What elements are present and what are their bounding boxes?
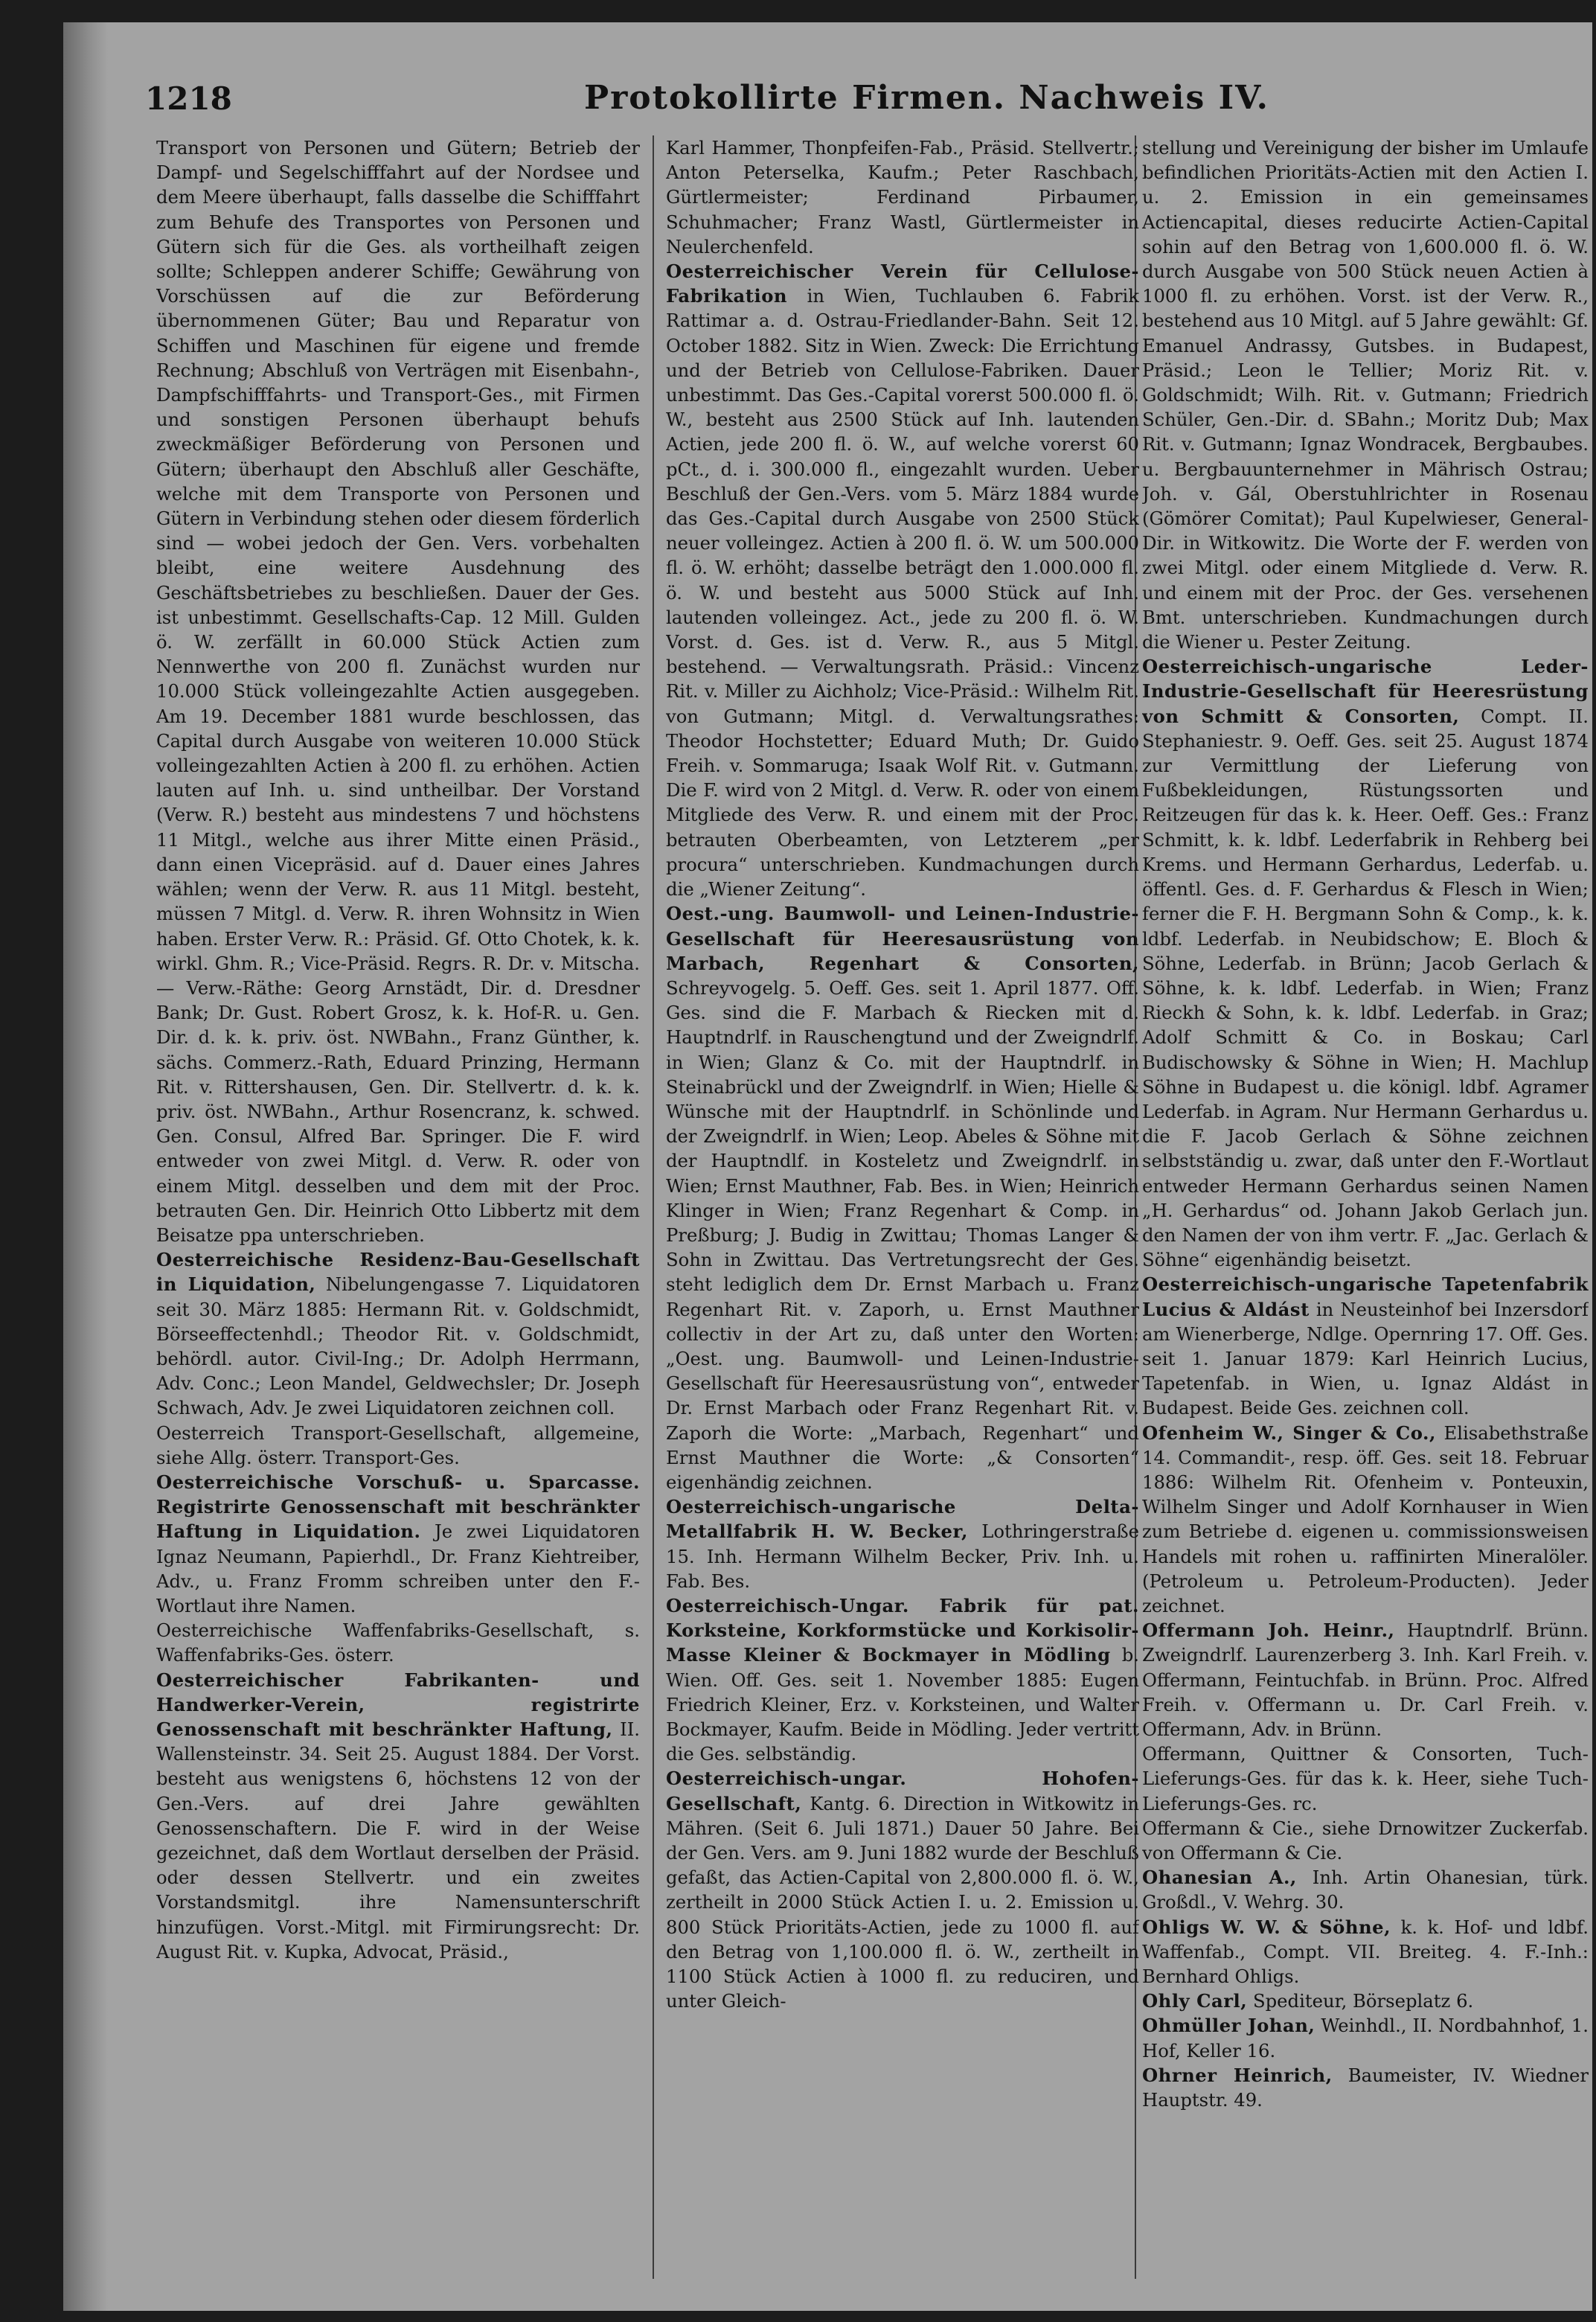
directory-entry bbox=[156, 1421, 640, 1470]
directory-entry bbox=[156, 1618, 640, 1667]
entry-heading: Ohligs W. W. & Söhne, bbox=[1142, 1916, 1391, 1938]
entry-heading: Ohanesian A., bbox=[1142, 1867, 1297, 1889]
directory-entry bbox=[666, 1593, 1139, 1766]
entry-text: Compt. II. Stephaniestr. 9. Oeff. Ges. seit 25. August 1874 zur Vermittlung der Lieferung von Fußbekleidungen, Rüstungssorten und Reitzeugen für das k. k. Heer. Oeff. Ges.: Franz Schmitt, k. k. ldbf. Lederfabrik in Rehberg bei Krems. und Hermann Gerhardus, Lederfab. u. öffentl. Ges. d. F. Gerhardus & Flesch in Wien; ferner die F. H. Bergmann Sohn & Comp., k. k. ldbf. Lederfab. in Neubidschow; E. Bloch & Söhne, Lederfab. in Brünn; Jacob Gerlach & Söhne, k. k. ldbf. Lederfab. in Wien; Franz Rieckh & Sohn, k. k. ldbf. Lederfab. in Graz; Adolf Schmitt & Co. in Boskau; Carl Budischowsky & Söhne in Wien; H. Machlup Söhne in Budapest u. die königl. ldbf. Agramer Lederfab. in Agram. Nur Hermann Gerhardus u. die F. Jacob Gerlach & Söhne zeichnen selbstständig u. zwar, daß unter den F.-Wortlaut entweder Hermann Gerhardus seinen Namen „H. Gerhardus“ od. Johann Jakob Gerlach jun. den Namen der von ihm vertr. F. „Jac. Gerlach & Söhne“ eigenhändig beisetzt. bbox=[1142, 705, 1589, 1271]
directory-entry bbox=[1142, 2063, 1589, 2112]
entry-text: stellung und Vereinigung der bisher im Umlaufe befindlichen Prioritäts-Actien mit den Actien I. u. 2. Emission in ein gemeinsames Actiencapital, dieses reducirte Actien-Capital sohin auf den Betrag von 1,600.000 fl. ö. W. durch Ausgabe von 500 Stück neuen Actien à 1000 fl. zu erhöhen. Vorst. ist der Verw. R., bestehend aus 10 Mitgl. auf 5 Jahre gewählt: Gf. Emanuel Andrassy, Gutsbes. in Budapest, Präsid.; Leon le Tellier; Moriz Rit. v. Goldschmidt; Wilh. Rit. v. Gutmann; Friedrich Schüler, Gen.-Dir. d. SBahn.; Moritz Dub; Max Rit. v. Gutmann; Ignaz Wondracek, Bergbaubes. u. Bergbauunternehmer in Mährisch Ostrau; Joh. v. Gál, Oberstuhlrichter in Rosenau (Gömörer Comitat); Paul Kupelwieser, General-Dir. in Witkowitz. Die Worte der F. werden von zwei Mitgl. oder einem Mitgliede d. Verw. R. und einem mit der Proc. der Ges. versehenen Bmt. unterschrieben. Kundmachungen durch die Wiener u. Pester Zeitung. bbox=[1142, 137, 1589, 653]
entry-text: Offermann & Cie., siehe Drnowitzer Zuckerfab. von Offermann & Cie. bbox=[1142, 1817, 1589, 1864]
directory-entry bbox=[1142, 1989, 1589, 2013]
directory-entry bbox=[156, 1470, 640, 1618]
entry-text: II. Wallensteinstr. 34. Seit 25. August 1884. Der Vorst. besteht aus wenigstens 6, höchstens 12 von der Gen.-Vers. auf drei Jahre gewählten Genossenschaftern. Die F. wird in der Weise gezeichnet, daß dem Wortlaut derselben der Präsid. oder dessen Stellvertr. und ein zweites Vorstandsmitgl. ihre Namensunterschrift hinzufügen. Vorst.-Mitgl. mit Firmirungsrecht: Dr. August Rit. v. Kupka, Advocat, Präsid., bbox=[156, 1718, 640, 1963]
entry-text: Oesterreichische Waffenfabriks-Gesellschaft, s. Waffenfabriks-Ges. österr. bbox=[156, 1619, 640, 1666]
directory-entry bbox=[666, 1494, 1139, 1593]
entry-text: Nibelungengasse 7. Liquidatoren seit 30. März 1885: Hermann Rit. v. Goldschmidt, Börseeffectenhdl.; Theodor Rit. v. Goldschmidt, behördl. autor. Civil-Ing.; Dr. Adolph Herrmann, Adv. Conc.; Leon Mandel, Geldwechsler; Dr. Joseph Schwach, Adv. Je zwei Liquidatoren zeichnen coll. bbox=[156, 1273, 640, 1419]
directory-entry bbox=[666, 1766, 1139, 2013]
entry-heading: Offermann Joh. Heinr., bbox=[1142, 1619, 1395, 1642]
column-divider bbox=[653, 135, 654, 2279]
directory-entry bbox=[666, 259, 1139, 901]
entry-text: Transport von Personen und Gütern; Betrieb der Dampf- und Segelschifffahrt auf der Nordsee und dem Meere überhaupt, falls dasselbe die Schifffahrt zum Behufe des Transportes von Personen und Gütern sich für die Ges. als vortheilhaft zeigen sollte; Schleppen anderer Schiffe; Gewährung von Vorschüssen auf die zur Beförderung übernommenen Güter; Bau und Reparatur von Schiffen und Maschinen für eigene und fremde Rechnung; Abschluß von Verträgen mit Eisenbahn-, Dampfschifffahrts- und Transport-Ges., mit Firmen und sonstigen Personen überhaupt behufs zweckmäßiger Beförderung von Personen und Gütern; überhaupt den Abschluß aller Geschäfte, welche mit dem Transporte von Personen und Gütern in Verbindung stehen oder diesem förderlich sind — wobei jedoch der Gen. Vers. vorbehalten bleibt, eine weitere Ausdehnung des Geschäftsbetriebes zu beschließen. Dauer der Ges. ist unbestimmt. Gesellschafts-Cap. 12 Mill. Gulden ö. W. zerfällt in 60.000 Stück Actien zum Nennwerthe von 200 fl. Zunächst wurden nur 10.000 Stück volleingezahlte Actien ausgegeben. Am 19. December 1881 wurde beschlossen, das Capital durch Ausgabe von weiteren 10.000 Stück volleingezahlten Actien à 200 fl. zu erhöhen. Actien lauten auf Inh. u. sind untheilbar. Der Vorstand (Verw. R.) besteht aus mindestens 7 und höchstens 11 Mitgl., welche aus ihrer Mitte einen Präsid., dann einen Vicepräsid. auf d. Dauer eines Jahres wählen; wenn der Verw. R. aus 11 Mitgl. besteht, müssen 7 Mitgl. d. Verw. R. ihren Wohnsitz in Wien haben. Erster Verw. R.: Präsid. Gf. Otto Chotek, k. k. wirkl. Ghm. R.; Vice-Präsid. Regrs. R. Dr. v. Mitscha. — Verw.-Räthe: Georg Arnstädt, Dir. d. Dresdner Bank; Dr. Gust. Robert Grosz, k. k. Hof-R. u. Gen. Dir. d. k. k. priv. öst. NWBahn., Franz Günther, k. sächs. Commerz.-Rath, Eduard Prinzing, Hermann Rit. v. Rittershausen, Gen. Dir. Stellvertr. d. k. k. priv. öst. NWBahn., Arthur Rosencranz, k. schwed. Gen. Consul, Alfred Bar. Springer. Die F. wird entweder von zwei Mitgl. d. Verw. R. oder von einem Mitgl. desselben und dem mit der Proc. betrauten Gen. Dir. Heinrich Otto Libbertz mit dem Beisatze ppa unterschrieben. bbox=[156, 137, 640, 1246]
entry-heading: Ohly Carl, bbox=[1142, 1990, 1248, 2012]
entry-heading: Oesterreichisch-ungarische Delta-Metallfabrik H. W. Becker, bbox=[666, 1496, 1139, 1543]
directory-entry bbox=[1142, 1618, 1589, 1742]
book-page bbox=[63, 22, 1592, 2311]
entry-text: in Neusteinhof bei Inzersdorf am Wienerberge, Ndlge. Opernring 17. Off. Ges. seit 1. Januar 1879: Karl Heinrich Lucius, Tapetenfab. in Wien, u. Ignaz Aldást in Budapest. Beide Ges. zeichnen coll. bbox=[1142, 1298, 1589, 1419]
page-spine-shadow bbox=[63, 22, 108, 2311]
entry-heading: Oest.-ung. Baumwoll- und Leinen-Industrie-Gesellschaft für Heeresausrüstung von Marbach, Regenhart & Consorten, bbox=[666, 903, 1139, 974]
directory-entry bbox=[666, 135, 1139, 259]
entry-heading: Oesterreichischer Verein für Cellulose-Fabrikation bbox=[666, 260, 1139, 307]
directory-entry bbox=[156, 135, 640, 1247]
entry-text: Inh. Artin Ohanesian, türk. Großdl., V. Wehrg. 30. bbox=[1142, 1867, 1589, 1913]
entry-heading: Oesterreichisch-ungar. Hohofen-Gesellschaft, bbox=[666, 1768, 1139, 1814]
entry-heading: Oesterreichische Residenz-Bau-Gesellschaft in Liquidation, bbox=[156, 1249, 640, 1296]
directory-entry bbox=[1142, 1816, 1589, 1865]
entry-heading: Oesterreichisch-ungarische Leder-Industrie-Gesellschaft für Heeresrüstung von Schmitt & Consorten, bbox=[1142, 656, 1589, 727]
entry-heading: Oesterreichisch-Ungar. Fabrik für pat. Korksteine, Korkformstücke und Korkisolir-Masse Kleiner & Bockmayer in Mödling bbox=[666, 1594, 1139, 1666]
entry-text: Offermann, Quittner & Consorten, Tuch-Lieferungs-Ges. für das k. k. Heer, siehe Tuch-Lieferungs-Ges. rc. bbox=[1142, 1743, 1589, 1814]
entry-text: k. k. Hof- und ldbf. Waffenfab., Compt. VII. Breiteg. 4. F.-Inh.: Bernhard Ohligs. bbox=[1142, 1916, 1589, 1988]
entry-text: in Wien, Tuchlauben 6. Fabrik Rattimar a. d. Ostrau-Friedlander-Bahn. Seit 12. October 1882. Sitz in Wien. Zweck: Die Errichtung und der Betrieb von Cellulose-Fabriken. Dauer unbestimmt. Das Ges.-Capital vorerst 500.000 fl. ö. W., besteht aus 2500 Stück auf Inh. lautenden Actien, jede 200 fl. ö. W., auf welche vorerst 60 pCt., d. i. 300.000 fl., eingezahlt wurden. Ueber Beschluß der Gen.-Vers. vom 5. März 1884 wurde das Ges.-Capital durch Ausgabe von 2500 Stück neuer volleingez. Actien à 200 fl. ö. W. um 500.000 fl. ö. W. erhöht; dasselbe beträgt den 1.000.000 fl. ö. W. und besteht aus 5000 Stück auf Inh. lautenden volleingez. Act., jede zu 200 fl. ö. W. Vorst. d. Ges. ist d. Verw. R., aus 5 Mitgl. bestehend. — Verwaltungsrath. Präsid.: Vincenz Rit. v. Miller zu Aichholz; Vice-Präsid.: Wilhelm Rit. von Gutmann; Mitgl. d. Verwaltungsrathes: Theodor Hochstetter; Eduard Muth; Dr. Guido Freih. v. Sommaruga; Isaak Wolf Rit. v. Gutmann. Die F. wird von 2 Mitgl. d. Verw. R. oder von einem Mitgliede des Verw. R. und einem mit der Proc. betrauten Oberbeamten, von Letzterem „per procura“ unterschrieben. Kundmachungen durch die „Wiener Zeitung“. bbox=[666, 285, 1139, 901]
directory-entry bbox=[1142, 2013, 1589, 2062]
entry-heading: Ofenheim W., Singer & Co., bbox=[1142, 1421, 1436, 1444]
directory-entry bbox=[1142, 1272, 1589, 1420]
entry-text: Je zwei Liquidatoren Ignaz Neumann, Papierhdl., Dr. Franz Kiehtreiber, Adv., u. Franz Fromm schreiben unter den F.-Wortlaut ihre Namen. bbox=[156, 1520, 640, 1616]
directory-entry bbox=[1142, 1915, 1589, 1989]
directory-entry bbox=[1142, 654, 1589, 1272]
entry-text: Karl Hammer, Thonpfeifen-Fab., Präsid. Stellvertr.; Anton Peterselka, Kaufm.; Peter Raschbach, Gürtlermeister; Ferdinand Pirbaumer, Schuhmacher; Franz Wastl, Gürtlermeister in Neulerchenfeld. bbox=[666, 137, 1139, 258]
entry-text: Lothringerstraße 15. Inh. Hermann Wilhelm Becker, Priv. Inh. u. Fab. Bes. bbox=[666, 1520, 1139, 1592]
entry-text: Oesterreich Transport-Gesellschaft, allgemeine, siehe Allg. österr. Transport-Ges. bbox=[156, 1421, 640, 1468]
running-title: Protokollirte Firmen. Nachweis IV. bbox=[584, 79, 1269, 117]
directory-entry bbox=[1142, 1865, 1589, 1914]
page-number: 1218 bbox=[145, 80, 232, 117]
entry-heading: Ohmüller Johan, bbox=[1142, 2015, 1315, 2037]
entry-text: Elisabethstraße 14. Commandit-, resp. öff. Ges. seit 18. Februar 1886: Wilhelm Rit. Ofenheim v. Ponteuxin, Wilhelm Singer und Adolf Kornhauser in Wien zum Betriebe d. eigenen u. commissionsweisen Handels mit rohen u. raffinirten Mineralöler. (Petroleum u. Petroleum-Producten). Jeder zeichnet. bbox=[1142, 1421, 1589, 1616]
directory-entry bbox=[666, 901, 1139, 1494]
page-header bbox=[63, 58, 1592, 125]
column-left bbox=[156, 135, 640, 2279]
entry-text: Spediteur, Börseplatz 6. bbox=[1252, 1990, 1474, 2012]
directory-entry bbox=[1142, 1421, 1589, 1619]
entry-text: b. Wien. Off. Ges. seit 1. November 1885: Eugen Friedrich Kleiner, Erz. v. Korksteinen, und Walter Bockmayer, Kaufm. Beide in Mödling. Jeder vertritt die Ges. selbständig. bbox=[666, 1644, 1139, 1765]
entry-text: Schreyvogelg. 5. Oeff. Ges. seit 1. April 1877. Off. Ges. sind die F. Marbach & Riecken mit d. Hauptndrlf. in Rauschengtund und der Zweigndrlf. in Wien; Glanz & Co. mit der Hauptndrlf. in Steinabrückl und der Zweigndrlf. in Wien; Hielle & Wünsche mit der Hauptndrlf. in Schönlinde und der Zweigndrlf. in Wien; Leop. Abeles & Söhne mit der Hauptndlf. in Kosteletz und Zweigndrlf. in Wien; Ernst Mauthner, Fab. Bes. in Wien; Heinrich Klinger in Wien; Franz Regenhart & Comp. in Preßburg; J. Budig in Zwittau; Thomas Langer & Sohn in Zwittau. Das Vertretungsrecht der Ges. steht lediglich dem Dr. Ernst Marbach u. Franz Regenhart Rit. v. Zaporh, u. Ernst Mauthner collectiv in der Art zu, daß unter den Worten: „Oest. ung. Baumwoll- und Leinen-Industrie-Gesellschaft für Heeresausrüstung von“, entweder Dr. Ernst Marbach oder Franz Regenhart Rit. v. Zaporh die Worte: „Marbach, Regenhart“ und Ernst Mauthner die Worte: „& Consorten“ eigenhändig zeichnen. bbox=[666, 976, 1139, 1493]
directory-entry bbox=[1142, 1742, 1589, 1816]
entry-text: Kantg. 6. Direction in Witkowitz in Mähren. (Seit 6. Juli 1871.) Dauer 50 Jahre. Bei der Gen. Vers. am 9. Juni 1882 wurde der Beschluß gefaßt, das Actien-Capital von 2,800.000 fl. ö. W., zertheilt in 2000 Stück Actien I. u. 2. Emission u. 800 Stück Prioritäts-Actien, jede zu 1000 fl. auf den Betrag von 1,100.000 fl. ö. W., zertheilt in 1100 Stück Actien à 1000 fl. zu reduciren, und unter Gleich- bbox=[666, 1792, 1139, 2012]
entry-text: Hauptndrlf. Brünn. Zweigndrlf. Laurenzerberg 3. Inh. Karl Freih. v. Offermann, Feintuchfab. in Brünn. Proc. Alfred Freih. v. Offermann u. Dr. Carl Freih. v. Offermann, Adv. in Brünn. bbox=[1142, 1619, 1589, 1740]
column-middle bbox=[666, 135, 1139, 2279]
directory-entry bbox=[156, 1668, 640, 1964]
directory-entry bbox=[156, 1247, 640, 1420]
entry-text: Weinhdl., II. Nordbahnhof, 1. Hof, Keller 16. bbox=[1142, 2015, 1589, 2062]
directory-entry bbox=[1142, 135, 1589, 654]
entry-heading: Oesterreichischer Fabrikanten- und Handwerker-Verein, registrirte Genossenschaft mit beschränkter Haftung, bbox=[156, 1669, 640, 1740]
entry-heading: Oesterreichisch-ungarische Tapetenfabrik Lucius & Aldást bbox=[1142, 1273, 1589, 1320]
entry-text: Baumeister, IV. Wiedner Hauptstr. 49. bbox=[1142, 2064, 1589, 2111]
entry-heading: Ohrner Heinrich, bbox=[1142, 2064, 1333, 2086]
entry-heading: Oesterreichische Vorschuß- u. Sparcasse. Registrirte Genossenschaft mit beschränkter Haftung in Liquidation. bbox=[156, 1471, 640, 1543]
column-right bbox=[1142, 135, 1589, 2279]
